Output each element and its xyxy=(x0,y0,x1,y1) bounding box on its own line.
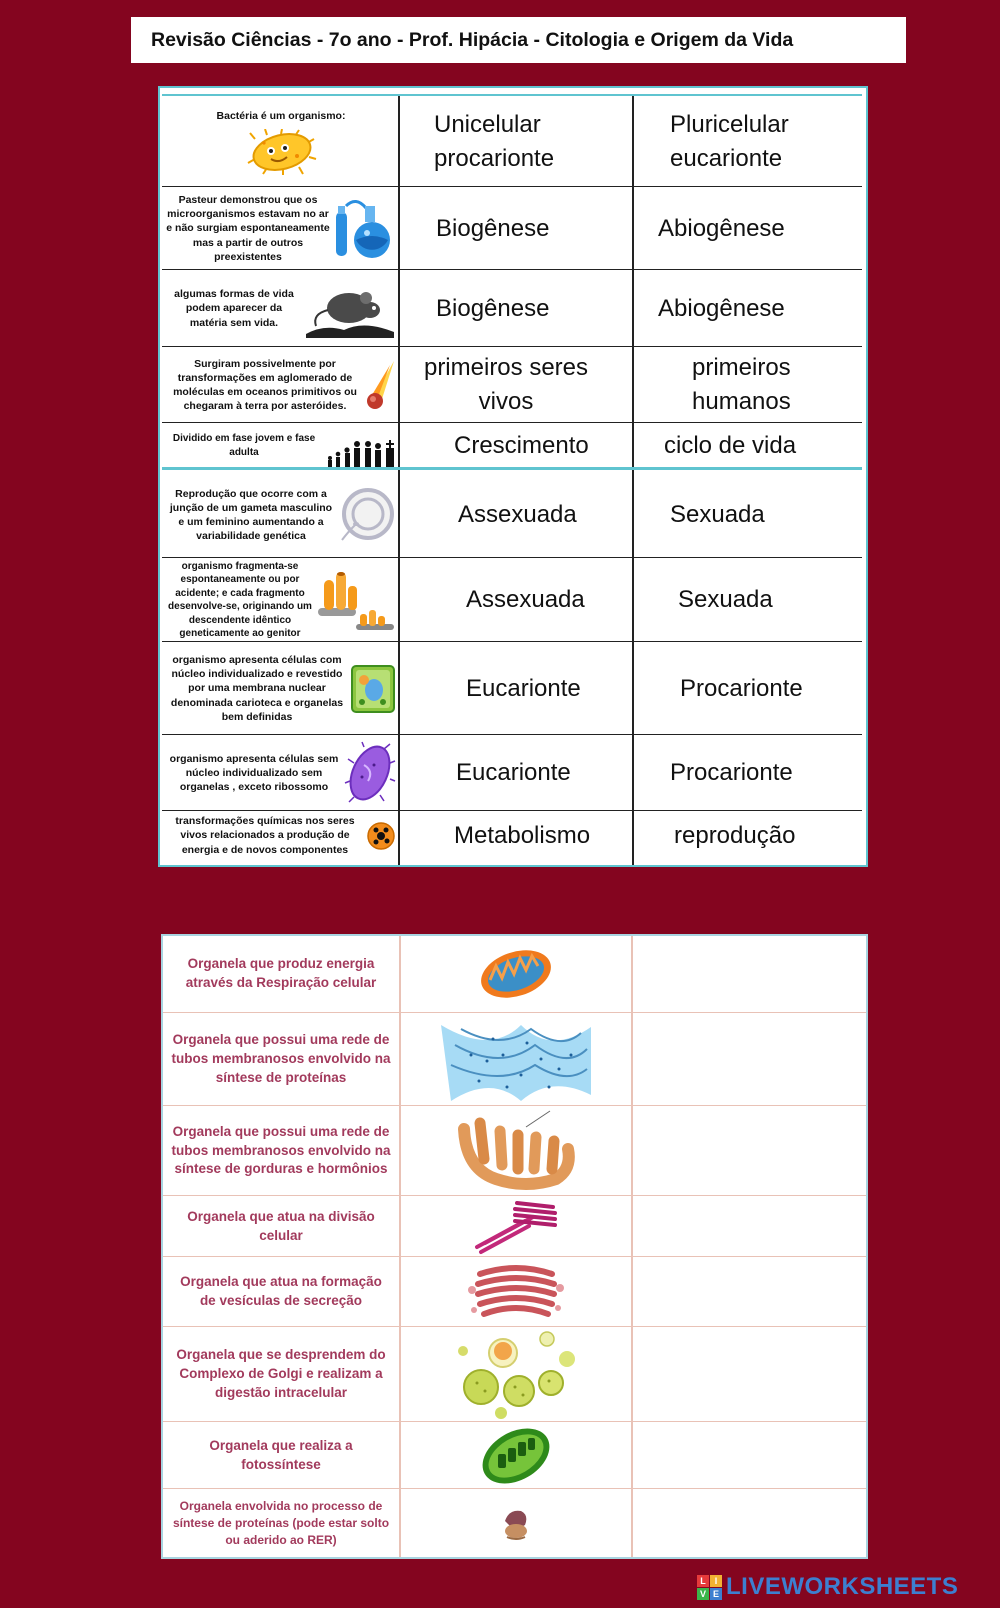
logo-letter: I xyxy=(710,1575,722,1587)
question-text: organismo apresenta células com núcleo individualizado e revestido por uma membrana nuclear denominada carioteca e organelas bem definidas xyxy=(170,654,344,723)
option-label: Procarionte xyxy=(680,674,803,702)
option-a[interactable] xyxy=(402,735,634,811)
organelle-table xyxy=(161,934,868,1559)
option-label: Biogênese xyxy=(436,214,550,242)
option-a[interactable] xyxy=(402,96,634,188)
answer-cell[interactable] xyxy=(633,1196,866,1257)
table-row xyxy=(162,422,862,468)
prokaryote-icon xyxy=(344,741,396,805)
answer-cell[interactable] xyxy=(633,1327,866,1422)
table-row xyxy=(163,1421,866,1489)
logo-letter: E xyxy=(710,1588,722,1600)
chloroplast-icon[interactable] xyxy=(401,1422,631,1489)
mouse-icon xyxy=(304,280,396,338)
question-text: Reprodução que ocorre com a junção de um gameta masculino e um feminino aumentando a variabilidade genética xyxy=(169,487,333,543)
organelle-description: Organela que possui uma rede de tubos membranosos envolvido na síntese de proteínas xyxy=(171,1032,391,1085)
smooth-er-icon[interactable] xyxy=(401,1106,631,1196)
liveworksheets-logo xyxy=(697,1573,958,1601)
option-a[interactable] xyxy=(402,270,634,347)
brand-name: LIVEWORKSHEETS xyxy=(726,1573,959,1600)
option-label: Sexuada xyxy=(670,501,765,529)
organelle-description: Organela que se desprendem do Complexo de Golgi e realizam a digestão intracelular xyxy=(176,1347,386,1400)
table-row xyxy=(162,810,862,860)
option-label: Metabolismo xyxy=(454,821,591,849)
option-a[interactable] xyxy=(402,423,634,468)
table-row xyxy=(163,1012,866,1106)
organelle-description: Organela que atua na divisão celular xyxy=(187,1208,375,1243)
option-label: Eucarionte xyxy=(466,674,581,702)
option-b[interactable] xyxy=(636,642,868,735)
option-label: Eucarionte xyxy=(456,759,571,787)
option-label: primeiros humanos xyxy=(692,354,791,415)
option-a[interactable] xyxy=(402,642,634,735)
option-a[interactable] xyxy=(402,347,634,423)
logo-mark xyxy=(697,1575,722,1600)
logo-letter: V xyxy=(697,1588,709,1600)
question-text: organismo apresenta células sem núcleo individualizado sem organelas , exceto ribossomo xyxy=(169,752,339,794)
option-label: Crescimento xyxy=(454,431,589,459)
rough-er-icon[interactable] xyxy=(401,1013,631,1106)
option-a[interactable] xyxy=(402,470,634,560)
option-b[interactable] xyxy=(636,811,862,860)
option-b[interactable] xyxy=(636,96,868,188)
table-row xyxy=(163,1488,866,1558)
title-text: Revisão Ciências - 7o ano - Prof. Hipácia - Citologia e Origem da Vida xyxy=(151,28,794,51)
option-b[interactable] xyxy=(636,187,868,270)
question-text: algumas formas de vida podem aparecer da matéria sem vida. xyxy=(174,288,294,329)
option-label: Pluricelular eucarionte xyxy=(670,111,789,172)
option-label: Unicelular procarionte xyxy=(434,111,555,172)
answer-cell[interactable] xyxy=(633,1106,866,1196)
option-label: Sexuada xyxy=(678,586,773,614)
logo-letter: L xyxy=(697,1575,709,1587)
option-label: Abiogênese xyxy=(658,214,785,242)
meteor-icon xyxy=(366,359,396,411)
option-b[interactable] xyxy=(636,470,868,560)
answer-cell[interactable] xyxy=(633,936,866,1012)
ribosome-icon[interactable] xyxy=(401,1489,631,1558)
question-text: Pasteur demonstrou que os microorganismos estavam no ar e não surgiam espontaneamente mas a partir de outros preexistentes xyxy=(166,194,330,263)
fertilization-icon xyxy=(338,486,396,544)
sponge-icon xyxy=(316,568,396,632)
metabolism-icon xyxy=(366,821,396,851)
table-row xyxy=(163,1256,866,1327)
option-a[interactable] xyxy=(402,811,634,860)
option-label: ciclo de vida xyxy=(664,431,797,459)
table-row xyxy=(163,1326,866,1422)
table-row xyxy=(162,269,862,347)
organelle-description: Organela que produz energia através da Respiração celular xyxy=(185,956,377,990)
option-b[interactable] xyxy=(636,347,868,423)
answer-cell[interactable] xyxy=(633,1257,866,1327)
golgi-icon[interactable] xyxy=(401,1257,631,1327)
table-row xyxy=(162,94,862,188)
bacteria-icon xyxy=(247,129,317,175)
organelle-description: Organela que atua na formação de vesículas de secreção xyxy=(180,1274,382,1308)
table-row xyxy=(162,186,862,270)
option-label: Abiogênese xyxy=(658,294,785,322)
table-row xyxy=(162,557,862,642)
table-row xyxy=(162,346,862,423)
option-label: Assexuada xyxy=(466,586,585,614)
option-label: reprodução xyxy=(674,821,796,849)
option-b[interactable] xyxy=(636,270,868,347)
option-label: Procarionte xyxy=(670,759,793,787)
table-row xyxy=(163,936,866,1012)
answer-cell[interactable] xyxy=(633,1489,866,1558)
life-stages-icon xyxy=(324,424,396,468)
option-label: Assexuada xyxy=(458,501,577,529)
question-text: Surgiram possivelmente por transformações em aglomerado de moléculas em oceanos primitivos ou chegaram à terra por asteróides. xyxy=(173,357,357,413)
question-text: organismo fragmenta-se espontaneamente ou por acidente; e cada fragmento desenvolve-se, originando um descendente idêntico geneticamente ao genitor xyxy=(168,560,312,639)
question-text: Bactéria é um organismo: xyxy=(216,109,346,122)
option-label: Biogênese xyxy=(436,294,550,322)
option-b[interactable] xyxy=(636,558,868,642)
table-row xyxy=(163,1195,866,1257)
worksheet-title xyxy=(131,17,906,63)
lysosome-icon[interactable] xyxy=(401,1327,631,1422)
lab-flask-icon xyxy=(332,198,396,260)
option-label: primeiros seres vivos xyxy=(423,354,589,415)
organelle-description: Organela que realiza a fotossíntese xyxy=(209,1437,353,1472)
mitochondria-icon[interactable] xyxy=(401,936,631,1012)
table-row xyxy=(162,734,862,811)
organelle-description: Organela que possui uma rede de tubos membranosos envolvido na síntese de gorduras e hormônios xyxy=(171,1123,391,1177)
plant-cell-icon xyxy=(350,664,396,714)
organelle-description: Organela envolvida no processo de síntese de proteínas (pode estar solto ou aderido ao RER) xyxy=(172,1499,390,1547)
choice-table xyxy=(158,86,868,867)
centriole-icon[interactable] xyxy=(401,1196,631,1257)
question-text: transformações químicas nos seres vivos relacionados a produção de energia e de novos componentes xyxy=(175,815,355,856)
question-text: Dividido em fase jovem e fase adulta xyxy=(172,433,316,458)
table-row xyxy=(162,467,862,560)
option-a[interactable] xyxy=(402,558,634,642)
answer-cell[interactable] xyxy=(633,1013,866,1106)
answer-cell[interactable] xyxy=(633,1422,866,1489)
table-row xyxy=(162,641,862,735)
option-b[interactable] xyxy=(636,423,862,468)
option-a[interactable] xyxy=(402,187,634,270)
table-row xyxy=(163,1105,866,1196)
option-b[interactable] xyxy=(636,735,868,811)
